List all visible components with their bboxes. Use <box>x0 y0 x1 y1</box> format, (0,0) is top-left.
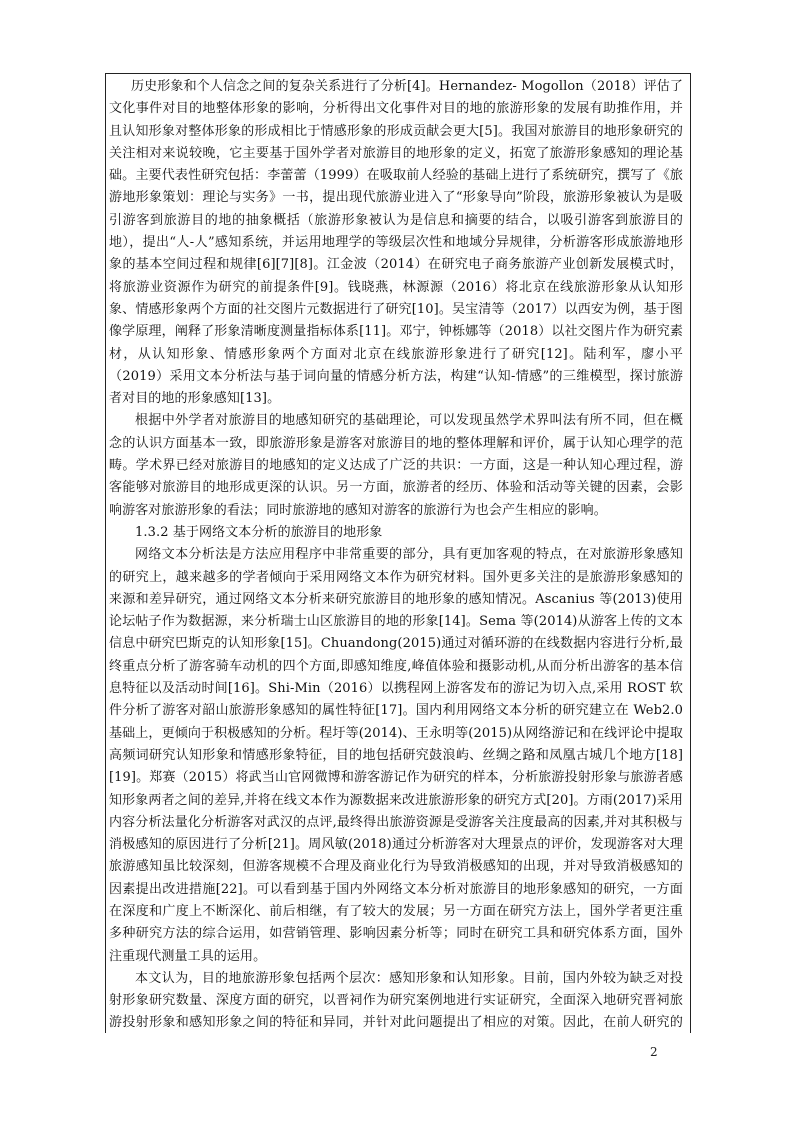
document-body <box>109 76 683 1033</box>
page-number: 2 <box>650 1045 658 1059</box>
document-frame <box>105 73 691 1033</box>
section-heading-1-3-2: 1.3.2 基于网络文本分析的旅游目的地形象 <box>135 524 383 540</box>
paragraph-2: 根据中外学者对旅游目的地感知研究的基础理论，可以发现虽然学术界叫法有所不同，但在概念的认识方面基本一致，即旅游形象是游客对旅游目的地的整体理解和评价，属于认知心理学的范畴。学术界已经对旅游目的地感知的定义达成了广泛的共识：一方面，这是一种认知心理过程，游客能够对旅游目的地形成更深的认识。另一方面，旅游者的经历、体验和活动等关键的因素，会影响游客对旅游形象的看法；同时旅游地的感知对游客的旅游行为也会产生相应的影响。 <box>109 413 683 518</box>
paragraph-3: 网络文本分析法是方法应用程序中非常重要的部分，具有更加客观的特点，在对旅游形象感知的研究上，越来越多的学者倾向于采用网络文本作为研究材料。国外更多关注的是旅游形象感知的来源和差异研究，通过网络文本分析来研究旅游目的地形象的感知情况。Ascanius 等(2013)使用论坛帖子作为数据源，来分析瑞士山区旅游目的地的形象[14]。Sema 等(2014)从游客上传的文本信息中研究巴斯克的认知形象[15]。Chuandong(2015)通过对循环游的在线数据内容进行分析,最终重点分析了游客骑车动机的四个方面,即感知维度,峰值体验和摄影动机,从而分析出游客的基本信息特征以及活动时间[16]。Shi-Min（2016）以携程网上游客发布的游记为切入点,采用 ROST 软件分析了游客对韶山旅游形象感知的属性特征[17]。国内利用网络文本分析的研究建立在 Web2.0 基础上，更倾向于积极感知的分析。程圩等(2014)、王永明等(2015)从网络游记和在线评论中提取高频词研究认知形象和情感形象特征，目的地包括研究鼓浪屿、丝绸之路和凤凰古城几个地方[18][19]。郑赛（2015）将武当山官网微博和游客游记作为研究的样本，分析旅游投射形象与旅游者感知形象两者之间的差异,并将在线文本作为源数据来改进旅游形象的研究方式[20]。方雨(2017)采用内容分析法量化分析游客对武汉的点评,最终得出旅游资源是受游客关注度最高的因素,并对其积极与消极感知的原因进行了分析[21]。周风敏(2018)通过分析游客对大理景点的评价，发现游客对大理旅游感知虽比较深刻，但游客规模不合理及商业化行为导致消极感知的出现，并对导致消极感知的因素提出改进措施[22]。可以看到基于国内外网络文本分析对旅游目的地形象感知的研究，一方面在深度和广度上不断深化、前后相继，有了较大的发展；另一方面在研究方法上，国外学者更注重多种研究方法的综合运用，如营销管理、影响因素分析等；同时在研究工具和研究体系方面，国外注重现代测量工具的运用。 <box>109 547 683 964</box>
paragraph-4: 本文认为，目的地旅游形象包括两个层次：感知形象和认知形象。目前，国内外较为缺乏对投射形象研究数量、深度方面的研究，以晋祠作为研究案例地进行实证研究，全面深入地研究晋祠旅游投射形象和感知形象之间的特征和异同，并针对此问题提出了相应的对策。因此，在前人研究的 <box>109 970 683 1031</box>
paragraph-1: 历史形象和个人信念之间的复杂关系进行了分析[4]。Hernandez- Mogollon（2018）评估了文化事件对目的地整体形象的影响，分析得出文化事件对目的地的旅游形象的发展有助推作用，并且认知形象对整体形象的形成相比于情感形象的形成贡献会更大[5]。我国对旅游目的地形象研究的关注相对来说较晚，它主要基于国外学者对旅游目的地形象的定义，拓宽了旅游形象感知的理论基础。主要代表性研究包括：李蕾蕾（1999）在吸取前人经验的基础上进行了系统研究，撰写了《旅游地形象策划：理论与实务》一书，提出现代旅游业进入了“形象导向”阶段，旅游形象被认为是吸引游客到旅游目的地的抽象概括（旅游形象被认为是信息和摘要的结合，以吸引游客到旅游目的地），提出“人-人”感知系统，并运用地理学的等级层次性和地域分异规律，分析游客形成旅游地形象的基本空间过程和规律[6][7][8]。江金波（2014）在研究电子商务旅游产业创新发展模式时，将旅游业资源作为研究的前提条件[9]。钱晓燕，林源源（2016）将北京在线旅游形象从认知形象、情感形象两个方面的社交图片元数据进行了研究[10]。吴宝清等（2017）以西安为例，基于图像学原理，阐释了形象清晰度测量指标体系[11]。邓宁，钟栎娜等（2018）以社交图片作为研究素材，从认知形象、情感形象两个方面对北京在线旅游形象进行了研究[12]。陆利军，廖小平（2019）采用文本分析法与基于词向量的情感分析方法，构建“认知-情感”的三维模型，探讨旅游者对目的地的形象感知[13]。 <box>109 79 683 407</box>
